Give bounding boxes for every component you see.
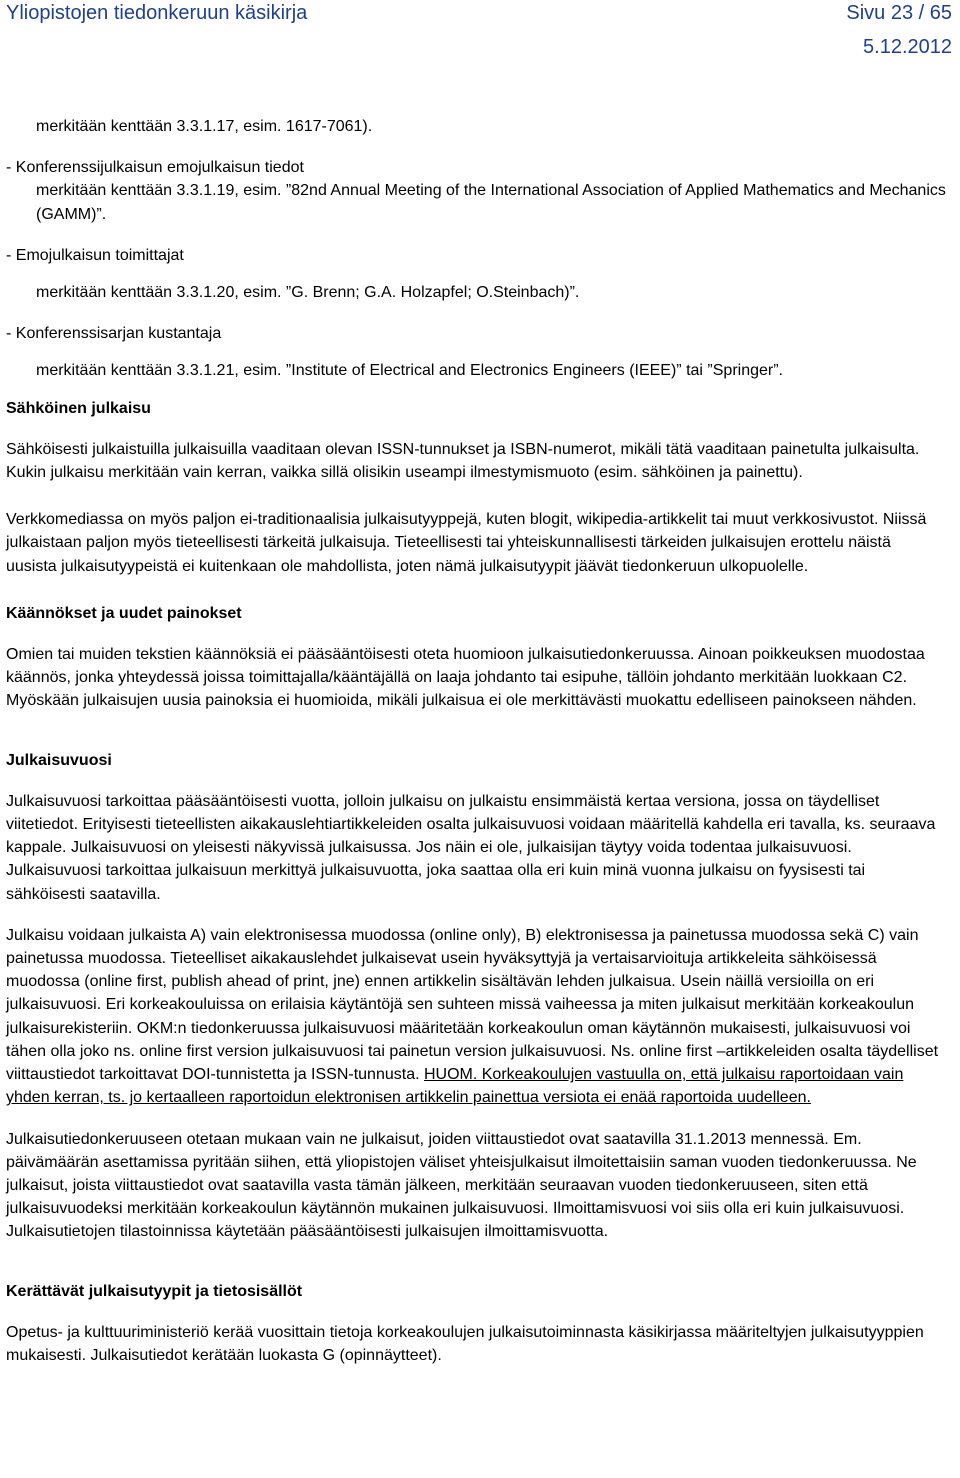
section-heading-julkaisuvuosi: Julkaisuvuosi [6, 751, 112, 769]
paragraph [6, 924, 946, 1110]
list-item: merkitään kenttään 3.3.1.17, esim. 1617-7061). [36, 118, 373, 135]
paragraph-text: Julkaisu voidaan julkaista A) vain elektronisessa muodossa (online only), B) elektronisessa ja painetussa muodossa sekä C) vain painetussa muodossa. Tieteelliset aikakauslehdet julkaisevat usein hyväksyttyjä ja vertaisarvioituja artikkeleita sähköisessä muodossa (online first, publish ahead of print, jne) ennen artikkelin sisältävän lehden julkaisua. Usein näillä versioilla on eri julkaisuvuosi. Eri korkeakouluissa on erilaisia käytäntöjä sen suhteen missä vaiheessa ja miten julkaisut merkitään korkeakoulun julkaisurekisteriin. OKM:n tiedonkeruussa julkaisuvuosi määritetään korkeakoulun oman käytännön mukaisesti, julkaisuvuosi voi tähen olla joko ns. online first version julkaisuvuosi tai painetun version julkaisuvuosi. Ns. online first –artikkeleiden osalta täydelliset viittaustiedot tarkoittavat DOI-tunnistetta ja ISSN-tunnusta. [6, 926, 939, 1084]
paragraph: Verkkomediassa on myös paljon ei-traditionaalisia julkaisutyyppejä, kuten blogit, wikipedia-artikkelit tai muut verkkosivustot. Niissä julkaistaan paljon myös tieteellisesti tärkeitä julkaisuja. Tieteellisesti tai yhteiskunnallisesti tärkeiden julkaisujen erottelu näistä uusista julkaisutyypeistä ei kuitenkaan ole mahdollista, joten nämä julkaisutyypit jäävät tiedonkeruun ulkopuolelle. [6, 511, 927, 575]
list-item: merkitään kenttään 3.3.1.19, esim. ”82nd Annual Meeting of the International Association of Applied Mathematics and Mechanics (GAMM)”. [36, 182, 946, 223]
list-item: - Emojulkaisun toimittajat [6, 246, 184, 264]
paragraph: Julkaisutiedonkeruuseen otetaan mukaan vain ne julkaisut, joiden viittaustiedot ovat saatavilla 31.1.2013 mennessä. Em. päivämäärän asettamissa pyritään siihen, että yliopistojen väliset yhteisjulkaisut ilmoitettaisiin saman vuoden tiedonkeruussa. Ne julkaisut, joista viittaustiedot ovat saatavilla vasta tämän jälkeen, merkitään seuraavan vuoden tiedonkeruuseen, siten että julkaisuvuodeksi merkitään korkeakoulun käytännön mukainen julkaisuvuosi. Ilmoittamisvuosi voi siis olla eri kuin julkaisuvuosi. Julkaisutietojen tilastoinnissa käytetään pääsääntöisesti julkaisujen ilmoittamisvuotta. [6, 1130, 917, 1241]
list-item: merkitään kenttään 3.3.1.21, esim. ”Institute of Electrical and Electronics Engineers (IEEE)” tai ”Springer”. [36, 362, 783, 380]
document-date: 5.12.2012 [863, 36, 952, 58]
list-item: - Konferenssisarjan kustantaja [6, 325, 222, 343]
page-number: Sivu 23 / 65 [846, 2, 952, 24]
list-item: - Konferenssijulkaisun emojulkaisun tiedot [6, 159, 304, 177]
document-body [6, 115, 946, 1367]
document-title: Yliopistojen tiedonkeruun käsikirja [6, 2, 308, 24]
section-heading-kaannokset: Käännökset ja uudet painokset [6, 604, 242, 622]
section-heading-kerattavat: Kerättävät julkaisutyypit ja tietosisällöt [6, 1282, 303, 1300]
paragraph: Omien tai muiden tekstien käännöksiä ei pääsääntöisesti oteta huomioon julkaisutiedonkeruussa. Ainoan poikkeuksen muodostaa käännös, jonka yhteydessä joissa toimittajalla/kääntäjällä on laaja johdanto tai esipuhe, tällöin johdanto merkitään luokkaan C2. Myöskään julkaisujen uusia painoksia ei huomioida, mikäli julkaisua ei ole merkittävästi muokattu edelliseen painokseen nähden. [6, 646, 925, 710]
paragraph: Julkaisuvuosi tarkoittaa pääsääntöisesti vuotta, jolloin julkaisu on julkaistu ensimmäistä kertaa versiona, jossa on täydelliset viitetiedot. Erityisesti tieteellisten aikakauslehtiartikkeleiden osalta julkaisuvuosi voidaan määritellä kahdella eri tavalla, ks. seuraava kappale. Julkaisuvuosi on yleisesti näkyvissä julkaisussa. Jos näin ei ole, julkaisijan täytyy voida todentaa julkaisuvuosi. Julkaisuvuosi tarkoittaa julkaisuun merkittyä julkaisuvuotta, joka saattaa olla eri kuin minä vuonna julkaisu on fyysisesti tai sähköisesti saatavilla. [6, 792, 936, 903]
list-item: merkitään kenttään 3.3.1.20, esim. ”G. Brenn; G.A. Holzapfel; O.Steinbach)”. [36, 284, 580, 302]
paragraph: Opetus- ja kulttuuriministeriö kerää vuosittain tietoja korkeakoulujen julkaisutoiminnasta käsikirjassa määriteltyjen julkaisutyyppien mukaisesti. Julkaisutiedot kerätään luokasta G (opinnäytteet). [6, 1323, 924, 1364]
note-underlined: HUOM. Korkeakoulujen vastuulla on, että julkaisu raportoidaan vain yhden kerran, ts. jo kertaalleen raportoidun elektronisen artikkelin painettua versiota ei enää raportoida uudelleen. [6, 1066, 904, 1107]
section-heading-sahkoinen: Sähköinen julkaisu [6, 399, 151, 417]
paragraph: Sähköisesti julkaistuilla julkaisuilla vaaditaan olevan ISSN-tunnukset ja ISBN-numerot, mikäli tätä vaaditaan painetulta julkaisulta. Kukin julkaisu merkitään vain kerran, vaikka sillä olisikin useampi ilmestymismuoto (esim. sähköinen ja painettu). [6, 440, 920, 482]
